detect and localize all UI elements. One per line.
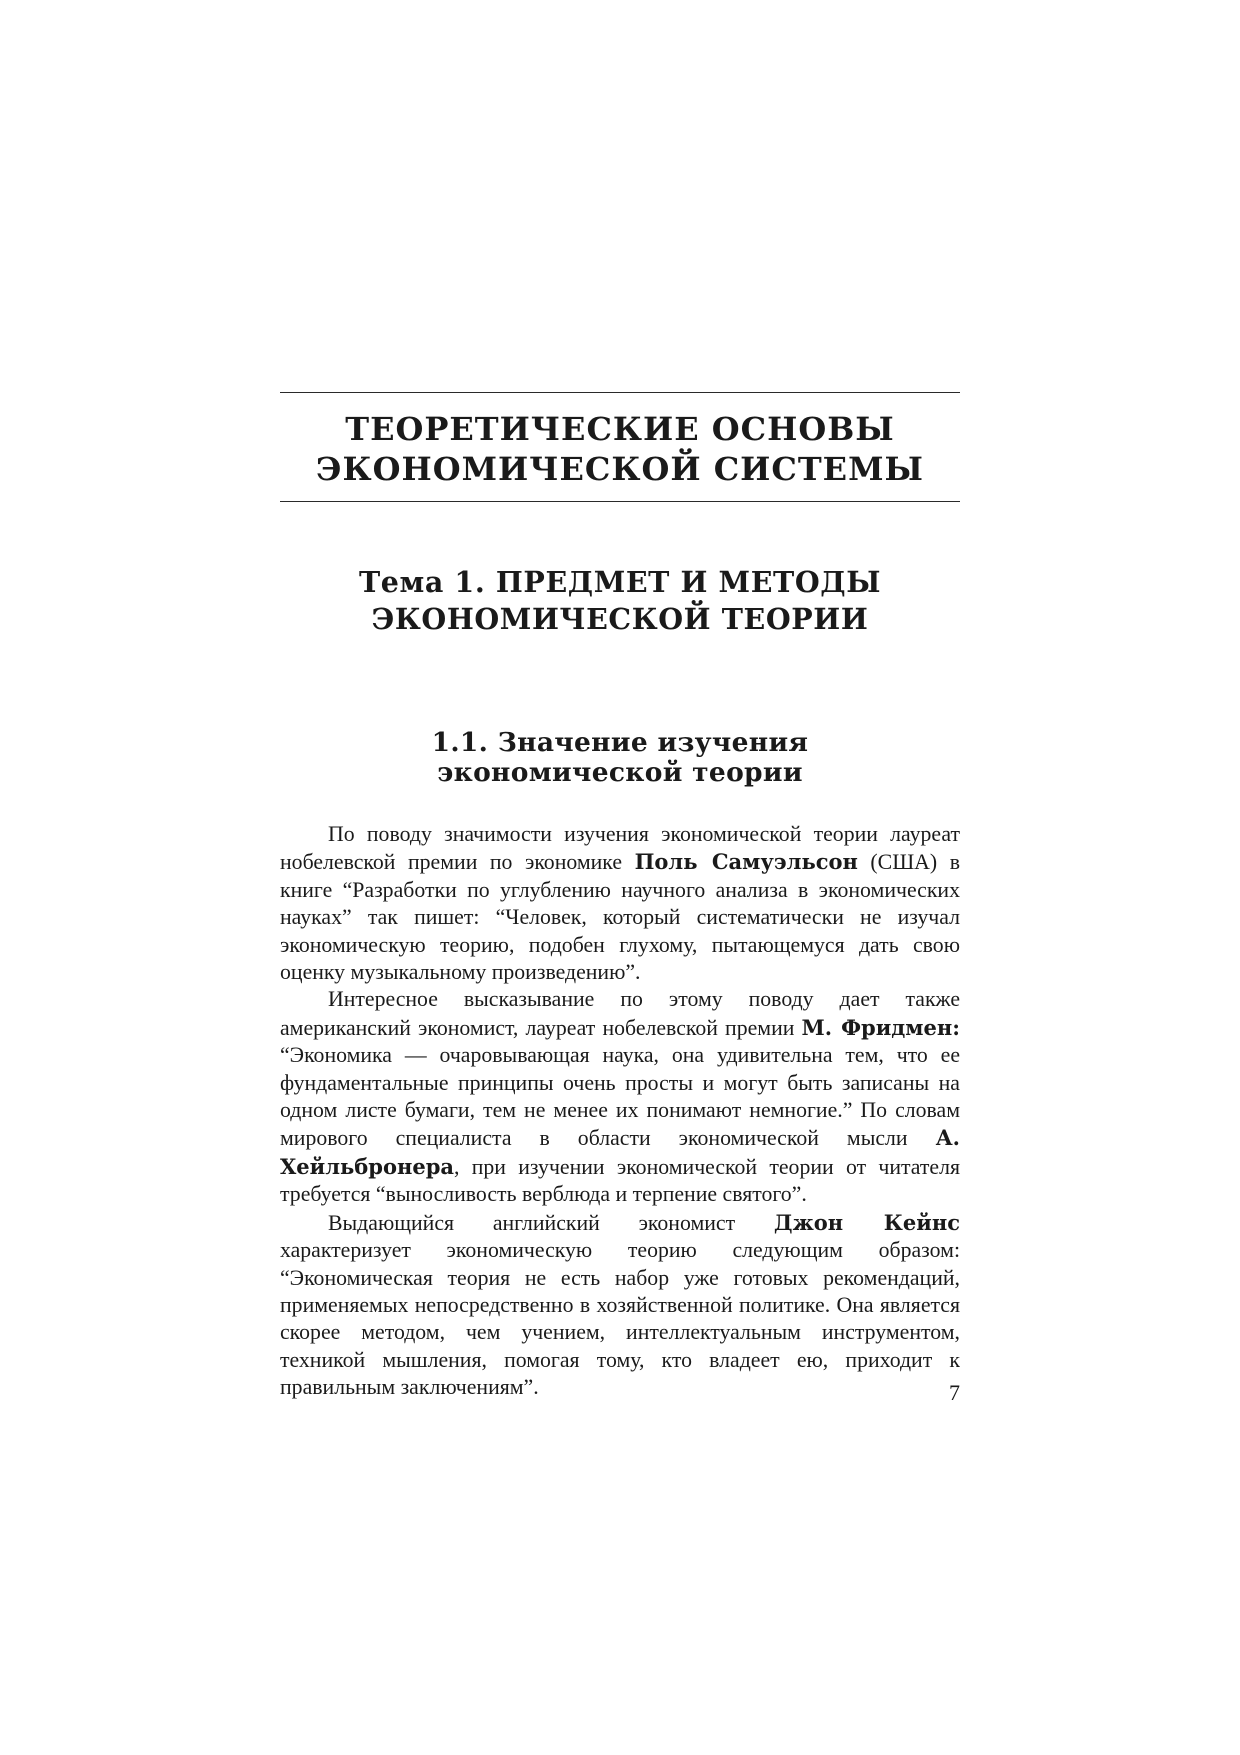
part-title (280, 393, 960, 501)
section-title-line-2: экономической теории (437, 757, 803, 788)
paragraph-1-text-a: По поводу значимости изучения экономической теории лауреат нобелевской премии по экономике (280, 822, 960, 875)
section-title-line-1: 1.1. Значение изучения (431, 727, 809, 758)
paragraph-2-text-a: Интересное высказывание по этому поводу дает также американский экономист, лауреат нобелевской премии (280, 987, 960, 1040)
paragraph-1 (280, 821, 960, 986)
section-title (280, 728, 960, 788)
part-title-line-1: ТЕОРЕТИЧЕСКИЕ ОСНОВЫ (345, 410, 895, 448)
paragraph-2 (280, 986, 960, 1208)
paragraph-3 (280, 1209, 960, 1402)
topic-title (280, 564, 960, 638)
person-keynes: Джон Кейнс (773, 1209, 960, 1235)
page-number: 7 (949, 1380, 960, 1405)
topic-title-line-2: ЭКОНОМИЧЕСКОЙ ТЕОРИИ (371, 602, 869, 636)
body-text (280, 821, 960, 1402)
paragraph-1-text-b: (США) в книге “Разработки по углублению научного анализа в экономических науках” так пишет: “Человек, который систематически не изучал экономическую теорию, подобен глухому, пытающемуся дать свою оценку музыкальному произведению”. (280, 850, 960, 985)
paragraph-2-text-b: “Экономика — очаровывающая наука, она удивительна тем, что ее фундаментальные принципы очень просты и могут быть записаны на одном листе бумаги, тем не менее их понимают немногие.” По словам мирового специалиста в области экономической мысли (280, 1043, 960, 1151)
topic-title-line-1: Тема 1. ПРЕДМЕТ И МЕТОДЫ (358, 565, 882, 599)
person-samuelson: Поль Самуэльсон (634, 849, 858, 875)
page-content (280, 392, 960, 1402)
bottom-rule (280, 501, 960, 502)
person-friedman: М. Фридмен: (801, 1014, 960, 1040)
paragraph-3-text-a: Выдающийся английский экономист (328, 1210, 774, 1235)
paragraph-2-text-c: , при изучении экономической теории от читателя требуется “выносливость верблюда и терпение святого”. (280, 1154, 960, 1207)
part-title-line-2: ЭКОНОМИЧЕСКОЙ СИСТЕМЫ (316, 450, 924, 488)
paragraph-3-text-b: характеризует экономическую теорию следующим образом: “Экономическая теория не есть набор уже готовых рекомендаций, применяемых непосредственно в хозяйственной политике. Она является скорее методом, чем учением, интеллектуальным инструментом, техникой мышления, помогая тому, кто владеет ею, приходит к правильным заключениям”. (280, 1238, 960, 1400)
person-heilbroner: А. Хейльбронера (280, 1125, 960, 1179)
